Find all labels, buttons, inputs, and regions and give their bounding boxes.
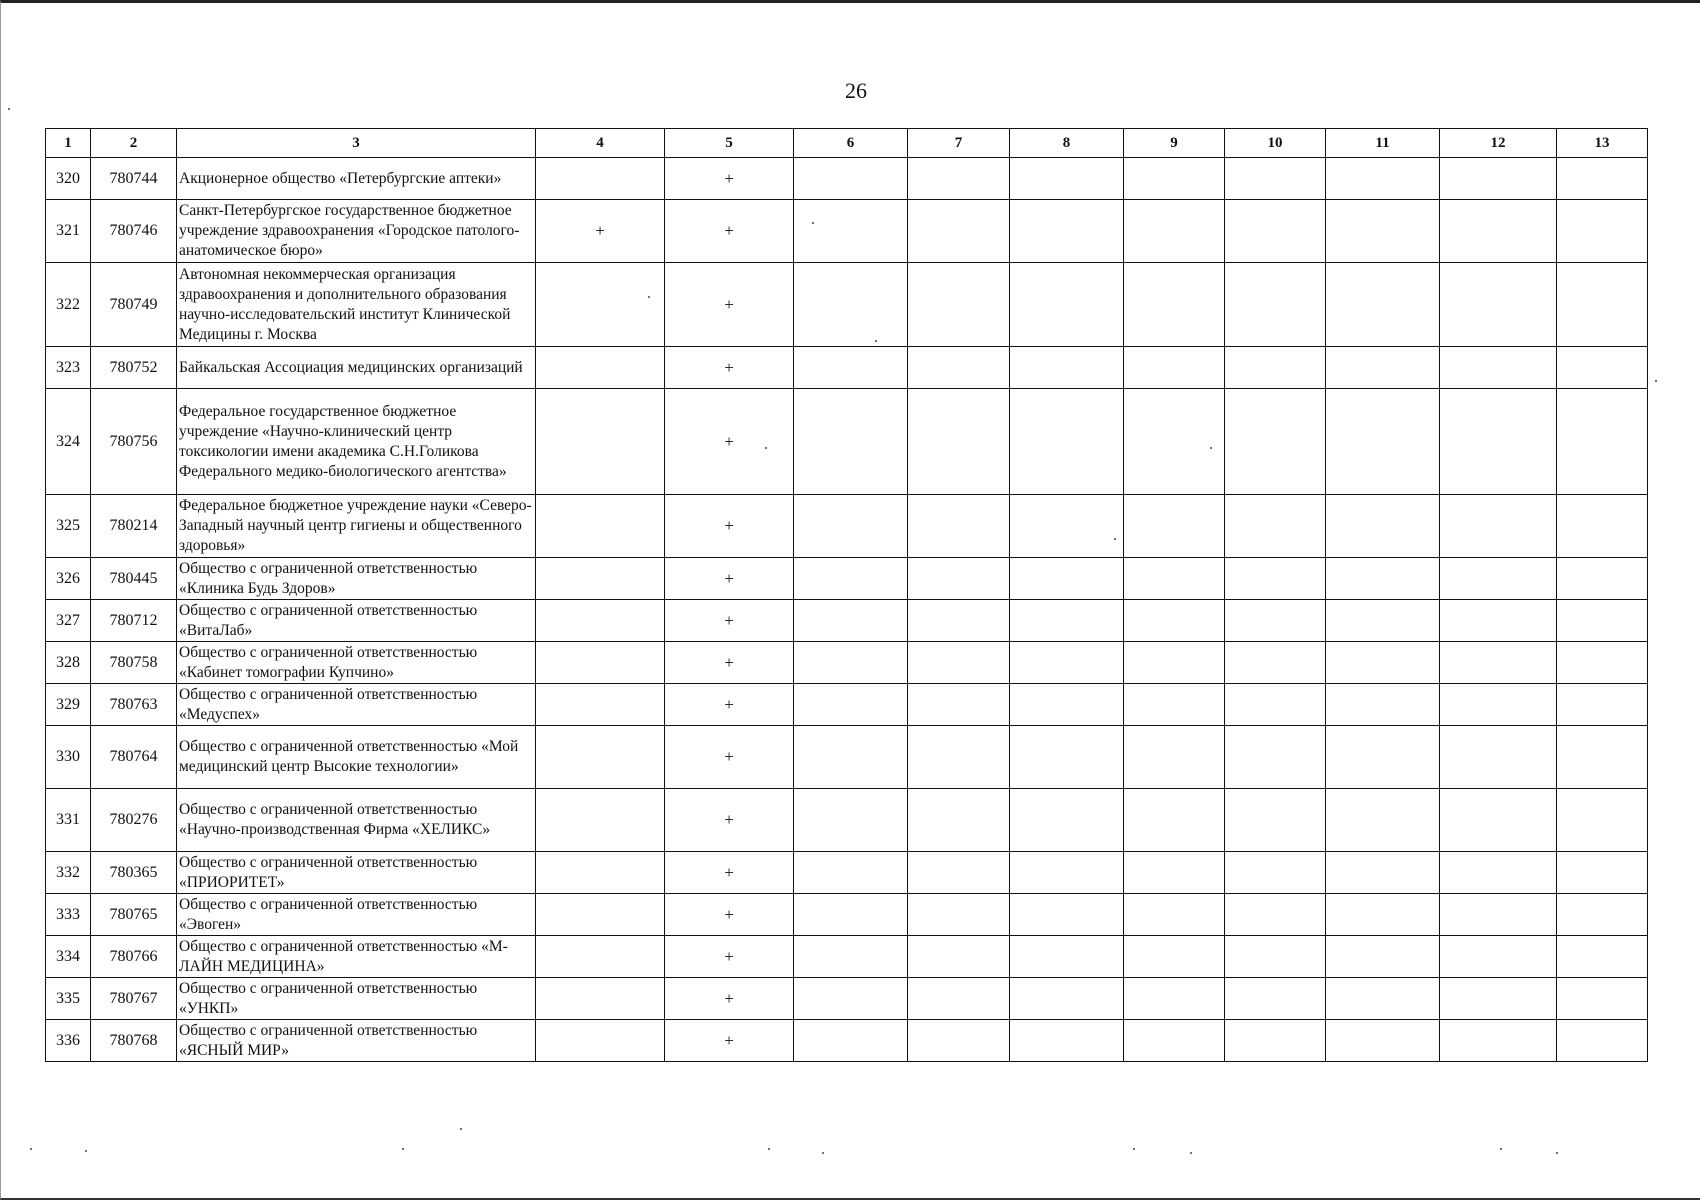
table-row (46, 978, 1648, 1020)
scan-speck (1655, 380, 1657, 382)
table-row (46, 684, 1648, 726)
empty-cell (1010, 684, 1124, 726)
table-row (46, 789, 1648, 852)
col4-mark (536, 263, 665, 347)
empty-cell (794, 642, 908, 684)
empty-cell (1225, 726, 1326, 789)
empty-cell (1010, 389, 1124, 495)
empty-cell (1557, 389, 1648, 495)
empty-cell (1010, 789, 1124, 852)
empty-cell (1225, 158, 1326, 200)
empty-cell (1225, 642, 1326, 684)
scan-speck (85, 1150, 87, 1152)
empty-cell (1124, 200, 1225, 263)
row-code: 780758 (91, 642, 177, 684)
table-row (46, 495, 1648, 558)
organization-name: Общество с ограниченной ответственностью «Мой медицинский центр Высокие технологии» (177, 726, 536, 789)
empty-cell (1326, 642, 1440, 684)
col5-mark: + (665, 600, 794, 642)
table-row (46, 158, 1648, 200)
row-number: 330 (46, 726, 91, 789)
col5-mark: + (665, 263, 794, 347)
empty-cell (1326, 852, 1440, 894)
row-number: 320 (46, 158, 91, 200)
empty-cell (1326, 347, 1440, 389)
row-number: 334 (46, 936, 91, 978)
empty-cell (1557, 852, 1648, 894)
organization-name: Федеральное бюджетное учреждение науки «Северо-Западный научный центр гигиены и общественного здоровья» (177, 495, 536, 558)
col5-mark: + (665, 978, 794, 1020)
row-number: 328 (46, 642, 91, 684)
empty-cell (794, 263, 908, 347)
empty-cell (1440, 347, 1557, 389)
column-header: 7 (908, 129, 1010, 158)
empty-cell (1440, 200, 1557, 263)
organization-name: Общество с ограниченной ответственностью «ЯСНЫЙ МИР» (177, 1020, 536, 1062)
col4-mark (536, 558, 665, 600)
col4-mark (536, 789, 665, 852)
empty-cell (794, 978, 908, 1020)
empty-cell (1225, 936, 1326, 978)
empty-cell (1225, 852, 1326, 894)
col5-mark: + (665, 852, 794, 894)
empty-cell (1124, 263, 1225, 347)
empty-cell (1326, 726, 1440, 789)
col4-mark (536, 495, 665, 558)
empty-cell (1557, 263, 1648, 347)
empty-cell (908, 978, 1010, 1020)
empty-cell (1010, 600, 1124, 642)
empty-cell (1225, 894, 1326, 936)
empty-cell (1124, 789, 1225, 852)
empty-cell (908, 558, 1010, 600)
empty-cell (1124, 726, 1225, 789)
column-header: 4 (536, 129, 665, 158)
empty-cell (1440, 684, 1557, 726)
empty-cell (1010, 642, 1124, 684)
row-number: 331 (46, 789, 91, 852)
row-number: 333 (46, 894, 91, 936)
empty-cell (1440, 1020, 1557, 1062)
empty-cell (1124, 642, 1225, 684)
organization-name: Общество с ограниченной ответственностью «ПРИОРИТЕТ» (177, 852, 536, 894)
organization-name: Общество с ограниченной ответственностью «М-ЛАЙН МЕДИЦИНА» (177, 936, 536, 978)
empty-cell (908, 158, 1010, 200)
empty-cell (1326, 600, 1440, 642)
empty-cell (908, 600, 1010, 642)
empty-cell (1326, 495, 1440, 558)
scan-speck (812, 222, 814, 224)
column-header: 3 (177, 129, 536, 158)
empty-cell (908, 852, 1010, 894)
empty-cell (1557, 495, 1648, 558)
row-code: 780756 (91, 389, 177, 495)
empty-cell (1124, 936, 1225, 978)
row-number: 336 (46, 1020, 91, 1062)
column-header: 11 (1326, 129, 1440, 158)
empty-cell (908, 894, 1010, 936)
col5-mark: + (665, 684, 794, 726)
empty-cell (1124, 684, 1225, 726)
scan-speck (460, 1128, 462, 1130)
scan-speck (648, 296, 650, 298)
row-code: 780445 (91, 558, 177, 600)
empty-cell (1440, 978, 1557, 1020)
empty-cell (1124, 495, 1225, 558)
empty-cell (794, 558, 908, 600)
col5-mark: + (665, 495, 794, 558)
empty-cell (908, 389, 1010, 495)
scan-speck (30, 1148, 32, 1150)
empty-cell (794, 347, 908, 389)
empty-cell (1326, 894, 1440, 936)
table-row (46, 894, 1648, 936)
empty-cell (1010, 263, 1124, 347)
empty-cell (1557, 726, 1648, 789)
organization-name: Федеральное государственное бюджетное учреждение «Научно-клинический центр токсикологии имени академика С.Н.Голикова Федерального медико-биологического агентства» (177, 389, 536, 495)
table-row (46, 347, 1648, 389)
empty-cell (1557, 1020, 1648, 1062)
col5-mark: + (665, 642, 794, 684)
empty-cell (1326, 158, 1440, 200)
organization-name: Санкт-Петербургское государственное бюджетное учреждение здравоохранения «Городское патолого-анатомическое бюро» (177, 200, 536, 263)
organization-name: Общество с ограниченной ответственностью «Кабинет томографии Купчино» (177, 642, 536, 684)
col5-mark: + (665, 558, 794, 600)
empty-cell (908, 642, 1010, 684)
scan-speck (768, 1148, 770, 1150)
page-number: 26 (845, 78, 867, 103)
organization-name: Байкальская Ассоциация медицинских организаций (177, 347, 536, 389)
empty-cell (1225, 200, 1326, 263)
empty-cell (1557, 600, 1648, 642)
column-header: 9 (1124, 129, 1225, 158)
empty-cell (1440, 852, 1557, 894)
empty-cell (1440, 263, 1557, 347)
empty-cell (1557, 347, 1648, 389)
col5-mark: + (665, 936, 794, 978)
empty-cell (1557, 158, 1648, 200)
row-number: 335 (46, 978, 91, 1020)
table-body (46, 158, 1648, 1062)
empty-cell (1124, 894, 1225, 936)
organization-name: Акционерное общество «Петербургские аптеки» (177, 158, 536, 200)
row-code: 780744 (91, 158, 177, 200)
empty-cell (1440, 495, 1557, 558)
col4-mark: + (536, 200, 665, 263)
col4-mark (536, 642, 665, 684)
empty-cell (1326, 978, 1440, 1020)
empty-cell (1440, 558, 1557, 600)
empty-cell (1010, 978, 1124, 1020)
empty-cell (1440, 158, 1557, 200)
empty-cell (1124, 389, 1225, 495)
empty-cell (1225, 789, 1326, 852)
column-header: 6 (794, 129, 908, 158)
empty-cell (908, 684, 1010, 726)
empty-cell (1010, 936, 1124, 978)
empty-cell (1326, 558, 1440, 600)
empty-cell (1326, 389, 1440, 495)
empty-cell (1010, 158, 1124, 200)
table-row (46, 642, 1648, 684)
column-header: 1 (46, 129, 91, 158)
row-code: 780768 (91, 1020, 177, 1062)
scan-speck (1500, 1148, 1502, 1150)
row-number: 327 (46, 600, 91, 642)
table-row (46, 200, 1648, 263)
empty-cell (908, 789, 1010, 852)
row-number: 325 (46, 495, 91, 558)
empty-cell (1557, 558, 1648, 600)
col4-mark (536, 936, 665, 978)
col4-mark (536, 852, 665, 894)
empty-cell (908, 726, 1010, 789)
col4-mark (536, 726, 665, 789)
organization-name: Общество с ограниченной ответственностью «Медуспех» (177, 684, 536, 726)
row-code: 780712 (91, 600, 177, 642)
empty-cell (794, 389, 908, 495)
scan-speck (822, 1152, 824, 1154)
col4-mark (536, 894, 665, 936)
organization-name: Автономная некоммерческая организация здравоохранения и дополнительного образования научно-исследовательский институт Клинической Медицины г. Москва (177, 263, 536, 347)
row-code: 780766 (91, 936, 177, 978)
empty-cell (1124, 852, 1225, 894)
column-header: 2 (91, 129, 177, 158)
empty-cell (1225, 495, 1326, 558)
empty-cell (1440, 936, 1557, 978)
scan-speck (1556, 1152, 1558, 1154)
empty-cell (1326, 684, 1440, 726)
empty-cell (908, 200, 1010, 263)
row-number: 329 (46, 684, 91, 726)
col5-mark: + (665, 789, 794, 852)
col5-mark: + (665, 200, 794, 263)
empty-cell (1440, 894, 1557, 936)
row-code: 780276 (91, 789, 177, 852)
organization-name: Общество с ограниченной ответственностью «Клиника Будь Здоров» (177, 558, 536, 600)
col4-mark (536, 684, 665, 726)
empty-cell (1225, 600, 1326, 642)
scan-speck (402, 1148, 404, 1150)
table-row (46, 726, 1648, 789)
row-number: 321 (46, 200, 91, 263)
table-row (46, 263, 1648, 347)
row-number: 324 (46, 389, 91, 495)
empty-cell (1440, 726, 1557, 789)
empty-cell (1124, 158, 1225, 200)
table-row (46, 558, 1648, 600)
empty-cell (1440, 600, 1557, 642)
empty-cell (1557, 789, 1648, 852)
empty-cell (1010, 347, 1124, 389)
empty-cell (794, 158, 908, 200)
empty-cell (1124, 978, 1225, 1020)
register-table (45, 128, 1648, 1062)
col5-mark: + (665, 158, 794, 200)
col4-mark (536, 600, 665, 642)
row-number: 332 (46, 852, 91, 894)
empty-cell (794, 789, 908, 852)
empty-cell (794, 852, 908, 894)
column-header: 5 (665, 129, 794, 158)
empty-cell (1440, 789, 1557, 852)
row-number: 323 (46, 347, 91, 389)
empty-cell (1225, 1020, 1326, 1062)
row-code: 780764 (91, 726, 177, 789)
organization-name: Общество с ограниченной ответственностью «Эвоген» (177, 894, 536, 936)
row-number: 322 (46, 263, 91, 347)
organization-name: Общество с ограниченной ответственностью «Научно-производственная Фирма «ХЕЛИКС» (177, 789, 536, 852)
table-header (46, 129, 1648, 158)
scan-speck (1190, 1152, 1192, 1154)
row-code: 780365 (91, 852, 177, 894)
empty-cell (1010, 1020, 1124, 1062)
empty-cell (1326, 789, 1440, 852)
column-header: 10 (1225, 129, 1326, 158)
empty-cell (1225, 558, 1326, 600)
empty-cell (1010, 495, 1124, 558)
header-row (46, 129, 1648, 158)
empty-cell (908, 1020, 1010, 1062)
row-code: 780752 (91, 347, 177, 389)
empty-cell (1010, 852, 1124, 894)
empty-cell (794, 600, 908, 642)
empty-cell (1124, 347, 1225, 389)
col5-mark: + (665, 389, 794, 495)
column-header: 12 (1440, 129, 1557, 158)
empty-cell (794, 495, 908, 558)
scan-speck (875, 340, 877, 342)
col5-mark: + (665, 347, 794, 389)
table-row (46, 936, 1648, 978)
empty-cell (1010, 894, 1124, 936)
empty-cell (1557, 200, 1648, 263)
row-number: 326 (46, 558, 91, 600)
empty-cell (794, 894, 908, 936)
empty-cell (1326, 200, 1440, 263)
empty-cell (1124, 600, 1225, 642)
empty-cell (1124, 558, 1225, 600)
scan-speck (1210, 447, 1212, 449)
col4-mark (536, 389, 665, 495)
empty-cell (1326, 1020, 1440, 1062)
empty-cell (1440, 389, 1557, 495)
table-row (46, 852, 1648, 894)
empty-cell (1010, 726, 1124, 789)
col4-mark (536, 978, 665, 1020)
empty-cell (1124, 1020, 1225, 1062)
empty-cell (794, 200, 908, 263)
empty-cell (1440, 642, 1557, 684)
row-code: 780765 (91, 894, 177, 936)
scan-speck (8, 108, 10, 110)
empty-cell (794, 936, 908, 978)
scan-speck (1133, 1148, 1135, 1150)
empty-cell (908, 936, 1010, 978)
organization-name: Общество с ограниченной ответственностью «ВитаЛаб» (177, 600, 536, 642)
row-code: 780746 (91, 200, 177, 263)
column-header: 8 (1010, 129, 1124, 158)
row-code: 780763 (91, 684, 177, 726)
column-header: 13 (1557, 129, 1648, 158)
empty-cell (1557, 684, 1648, 726)
table-row (46, 389, 1648, 495)
empty-cell (1225, 978, 1326, 1020)
col5-mark: + (665, 1020, 794, 1062)
empty-cell (1557, 978, 1648, 1020)
empty-cell (908, 495, 1010, 558)
empty-cell (1326, 936, 1440, 978)
row-code: 780767 (91, 978, 177, 1020)
col5-mark: + (665, 894, 794, 936)
empty-cell (1010, 558, 1124, 600)
organization-name: Общество с ограниченной ответственностью «УНКП» (177, 978, 536, 1020)
empty-cell (794, 684, 908, 726)
empty-cell (908, 347, 1010, 389)
empty-cell (1225, 684, 1326, 726)
row-code: 780214 (91, 495, 177, 558)
empty-cell (908, 263, 1010, 347)
col5-mark: + (665, 726, 794, 789)
empty-cell (1225, 263, 1326, 347)
empty-cell (1225, 347, 1326, 389)
empty-cell (794, 726, 908, 789)
empty-cell (1557, 894, 1648, 936)
col4-mark (536, 347, 665, 389)
empty-cell (1225, 389, 1326, 495)
empty-cell (1557, 936, 1648, 978)
empty-cell (1326, 263, 1440, 347)
empty-cell (794, 1020, 908, 1062)
col4-mark (536, 1020, 665, 1062)
empty-cell (1010, 200, 1124, 263)
empty-cell (1557, 642, 1648, 684)
table-row (46, 600, 1648, 642)
table-row (46, 1020, 1648, 1062)
col4-mark (536, 158, 665, 200)
row-code: 780749 (91, 263, 177, 347)
scan-speck (765, 447, 767, 449)
scan-speck (1114, 538, 1116, 540)
